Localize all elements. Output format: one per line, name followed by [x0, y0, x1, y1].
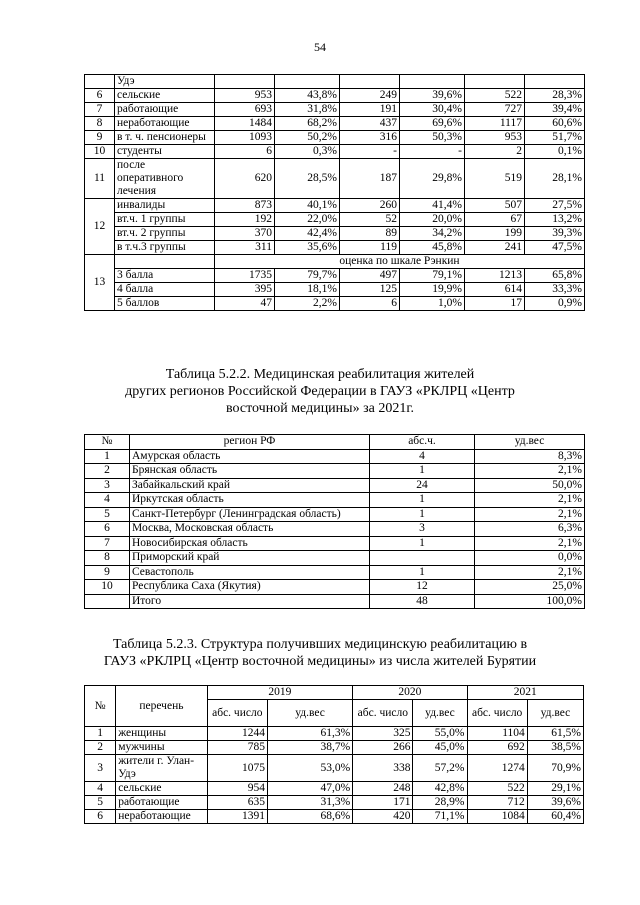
region-name: Москва, Московская область — [130, 522, 370, 537]
row-number — [85, 75, 115, 89]
value-cell: 873 — [215, 199, 275, 213]
value-cell: 39,6% — [527, 796, 583, 810]
region-name: Амурская область — [130, 449, 370, 464]
row-number: 5 — [85, 796, 116, 810]
value-cell: 1274 — [467, 755, 527, 782]
value-cell: 507 — [465, 199, 525, 213]
value-cell: 953 — [215, 89, 275, 103]
value-cell: 19,9% — [400, 283, 465, 297]
abs-count: 12 — [370, 580, 475, 595]
value-cell: 370 — [215, 227, 275, 241]
abs-count: 1 — [370, 507, 475, 522]
value-cell: 50,2% — [275, 131, 340, 145]
value-cell: 260 — [340, 199, 400, 213]
row-number: 9 — [85, 131, 115, 145]
value-cell: 692 — [467, 741, 527, 755]
region-name: Брянская область — [130, 464, 370, 479]
value-cell: 6 — [340, 297, 400, 311]
table-row — [85, 283, 585, 297]
value-cell: 60,6% — [525, 117, 585, 131]
region-name: Забайкальский край — [130, 478, 370, 493]
header-list: перечень — [116, 686, 207, 727]
value-cell: 171 — [353, 796, 413, 810]
row-label: работающие — [115, 103, 215, 117]
value-cell: 28,3% — [525, 89, 585, 103]
table-row — [85, 536, 585, 551]
value-cell: 18,1% — [275, 283, 340, 297]
table-row — [85, 782, 584, 796]
row-number: 10 — [85, 145, 115, 159]
value-cell: 311 — [215, 241, 275, 255]
value-cell — [525, 75, 585, 89]
table-row — [85, 213, 585, 227]
row-number: 1 — [85, 727, 116, 741]
row-number: 3 — [85, 478, 130, 493]
value-cell — [275, 75, 340, 89]
value-cell: 420 — [353, 810, 413, 824]
share-value: 0,0% — [475, 551, 585, 566]
header-abs: абс.ч. — [370, 435, 475, 450]
row-label: 3 балла — [115, 269, 215, 283]
value-cell: 1244 — [207, 727, 267, 741]
value-cell: 0,1% — [525, 145, 585, 159]
row-number: 8 — [85, 551, 130, 566]
table-row — [85, 522, 585, 537]
row-number: 6 — [85, 810, 116, 824]
abs-count: 1 — [370, 493, 475, 508]
row-number: 12 — [85, 199, 115, 255]
value-cell: 266 — [353, 741, 413, 755]
row-number: 13 — [85, 255, 115, 311]
value-cell: 693 — [215, 103, 275, 117]
value-cell: 41,4% — [400, 199, 465, 213]
row-number: 11 — [85, 159, 115, 199]
region-name: Санкт-Петербург (Ленинградская область) — [130, 507, 370, 522]
value-cell: 395 — [215, 283, 275, 297]
row-label: мужчины — [116, 741, 207, 755]
table-row — [85, 580, 585, 595]
table-row — [85, 741, 584, 755]
value-cell: 125 — [340, 283, 400, 297]
share-value: 25,0% — [475, 580, 585, 595]
value-cell: 785 — [207, 741, 267, 755]
value-cell: 497 — [340, 269, 400, 283]
value-cell: 57,2% — [413, 755, 467, 782]
value-cell: 191 — [340, 103, 400, 117]
empty-cell — [115, 255, 215, 269]
value-cell: 45,8% — [400, 241, 465, 255]
value-cell: 199 — [465, 227, 525, 241]
header-year-2020: 2020 — [353, 686, 467, 700]
row-label: студенты — [115, 145, 215, 159]
table-row — [85, 75, 585, 89]
region-name: Республика Саха (Якутия) — [130, 580, 370, 595]
value-cell: 954 — [207, 782, 267, 796]
value-cell: 65,8% — [525, 269, 585, 283]
abs-count — [370, 551, 475, 566]
table-row — [85, 159, 585, 199]
abs-count: 1 — [370, 565, 475, 580]
table-5-2-3-caption — [0, 636, 640, 670]
header-abs: абс. число — [353, 700, 413, 727]
value-cell: 0,9% — [525, 297, 585, 311]
table-row — [85, 507, 585, 522]
share-value: 2,1% — [475, 536, 585, 551]
value-cell: 42,4% — [275, 227, 340, 241]
value-cell — [400, 75, 465, 89]
value-cell: 519 — [465, 159, 525, 199]
value-cell: 1104 — [467, 727, 527, 741]
table-row — [85, 565, 585, 580]
caption-line: восточной медицины» за 2021г. — [226, 401, 414, 416]
value-cell: - — [400, 145, 465, 159]
caption-line: ГАУЗ «РКЛРЦ «Центр восточной медицины» из числа жителей Бурятии — [103, 654, 537, 669]
row-label: вт.ч. 2 группы — [115, 227, 215, 241]
table-row — [85, 199, 585, 213]
abs-count: 48 — [370, 594, 475, 609]
value-cell: 79,7% — [275, 269, 340, 283]
header-year-2021: 2021 — [467, 686, 584, 700]
value-cell: 42,8% — [413, 782, 467, 796]
value-cell: 1117 — [465, 117, 525, 131]
header-abs: абс. число — [207, 700, 267, 727]
value-cell: 38,7% — [267, 741, 352, 755]
value-cell: 47,0% — [267, 782, 352, 796]
abs-count: 1 — [370, 464, 475, 479]
value-cell: 13,2% — [525, 213, 585, 227]
row-label: сельские — [115, 89, 215, 103]
table-row — [85, 594, 585, 609]
table-row — [85, 145, 585, 159]
value-cell: 69,6% — [400, 117, 465, 131]
row-label: вт.ч. 1 группы — [115, 213, 215, 227]
row-label: неработающие — [115, 117, 215, 131]
value-cell: 68,2% — [275, 117, 340, 131]
value-cell: 338 — [353, 755, 413, 782]
value-cell: 61,5% — [527, 727, 583, 741]
table-row — [85, 103, 585, 117]
value-cell — [465, 75, 525, 89]
value-cell: 17 — [465, 297, 525, 311]
value-cell: 50,3% — [400, 131, 465, 145]
value-cell: 28,9% — [413, 796, 467, 810]
value-cell: 325 — [353, 727, 413, 741]
region-name: Итого — [130, 594, 370, 609]
row-label: в т.ч.3 группы — [115, 241, 215, 255]
row-number: 6 — [85, 89, 115, 103]
share-value: 2,1% — [475, 493, 585, 508]
value-cell: 1484 — [215, 117, 275, 131]
row-number: 4 — [85, 493, 130, 508]
value-cell: 1093 — [215, 131, 275, 145]
value-cell: 119 — [340, 241, 400, 255]
continued-statistics-table — [84, 74, 585, 311]
value-cell: 51,7% — [525, 131, 585, 145]
value-cell: 192 — [215, 213, 275, 227]
row-number: 5 — [85, 507, 130, 522]
value-cell: 1735 — [215, 269, 275, 283]
value-cell: 45,0% — [413, 741, 467, 755]
row-number: 7 — [85, 103, 115, 117]
value-cell: 437 — [340, 117, 400, 131]
value-cell: 522 — [465, 89, 525, 103]
row-label: сельские — [116, 782, 207, 796]
table-5-2-2-caption — [0, 366, 640, 417]
table-row — [85, 755, 584, 782]
value-cell: 52 — [340, 213, 400, 227]
header-share: уд.вес — [413, 700, 467, 727]
value-cell: 28,5% — [275, 159, 340, 199]
value-cell: 60,4% — [527, 810, 583, 824]
value-cell: 249 — [340, 89, 400, 103]
value-cell: 39,4% — [525, 103, 585, 117]
row-label: женщины — [116, 727, 207, 741]
value-cell: 34,2% — [400, 227, 465, 241]
table-row — [85, 131, 585, 145]
table-row — [85, 297, 585, 311]
value-cell: 2,2% — [275, 297, 340, 311]
share-value: 50,0% — [475, 478, 585, 493]
row-label: Удэ — [115, 75, 215, 89]
value-cell: 614 — [465, 283, 525, 297]
value-cell: 53,0% — [267, 755, 352, 782]
value-cell: 241 — [465, 241, 525, 255]
value-cell: 635 — [207, 796, 267, 810]
regions-table — [84, 434, 585, 609]
value-cell: 71,1% — [413, 810, 467, 824]
value-cell: 61,3% — [267, 727, 352, 741]
share-value: 6,3% — [475, 522, 585, 537]
table-row — [85, 89, 585, 103]
value-cell: 620 — [215, 159, 275, 199]
value-cell: 38,5% — [527, 741, 583, 755]
table-row — [85, 227, 585, 241]
value-cell: 2 — [465, 145, 525, 159]
row-number: 4 — [85, 782, 116, 796]
value-cell: 1391 — [207, 810, 267, 824]
value-cell: 28,1% — [525, 159, 585, 199]
row-label: после оперативного лечения — [115, 159, 215, 199]
value-cell: 522 — [467, 782, 527, 796]
value-cell: 29,8% — [400, 159, 465, 199]
value-cell: 1213 — [465, 269, 525, 283]
table-header-row — [85, 435, 585, 450]
value-cell — [340, 75, 400, 89]
row-label: жители г. Улан-Удэ — [116, 755, 207, 782]
value-cell: 89 — [340, 227, 400, 241]
row-label: в т. ч. пенсионеры — [115, 131, 215, 145]
value-cell: 0,3% — [275, 145, 340, 159]
row-number: 2 — [85, 464, 130, 479]
row-number: 7 — [85, 536, 130, 551]
share-value: 2,1% — [475, 565, 585, 580]
table-row — [85, 493, 585, 508]
table-row — [85, 796, 584, 810]
value-cell: 31,3% — [267, 796, 352, 810]
table-row — [85, 449, 585, 464]
value-cell: 40,1% — [275, 199, 340, 213]
table-row — [85, 269, 585, 283]
table-row — [85, 478, 585, 493]
caption-line: других регионов Российской Федерации в ГАУЗ «РКЛРЦ «Центр — [125, 384, 515, 399]
header-share: уд.вес — [267, 700, 352, 727]
header-share: уд.вес — [475, 435, 585, 450]
caption-line: Таблица 5.2.3. Структура получивших медицинскую реабилитацию в — [112, 637, 528, 652]
abs-count: 1 — [370, 536, 475, 551]
share-value: 100,0% — [475, 594, 585, 609]
region-name: Иркутская область — [130, 493, 370, 508]
value-cell: 1,0% — [400, 297, 465, 311]
header-num: № — [85, 686, 116, 727]
row-label: работающие — [116, 796, 207, 810]
value-cell: 27,5% — [525, 199, 585, 213]
share-value: 2,1% — [475, 464, 585, 479]
caption-line: Таблица 5.2.2. Медицинская реабилитация жителей — [165, 367, 475, 382]
value-cell: 31,8% — [275, 103, 340, 117]
abs-count: 4 — [370, 449, 475, 464]
value-cell: 712 — [467, 796, 527, 810]
abs-count: 3 — [370, 522, 475, 537]
buryatia-structure-table — [84, 685, 584, 824]
value-cell: 30,4% — [400, 103, 465, 117]
value-cell: - — [340, 145, 400, 159]
value-cell: 67 — [465, 213, 525, 227]
value-cell: 187 — [340, 159, 400, 199]
value-cell: 68,6% — [267, 810, 352, 824]
value-cell: 43,8% — [275, 89, 340, 103]
table-row — [85, 464, 585, 479]
table-row — [85, 117, 585, 131]
value-cell: 22,0% — [275, 213, 340, 227]
value-cell: 33,3% — [525, 283, 585, 297]
table-header-row — [85, 686, 584, 700]
row-number: 8 — [85, 117, 115, 131]
value-cell: 35,6% — [275, 241, 340, 255]
value-cell: 1075 — [207, 755, 267, 782]
table-row — [85, 727, 584, 741]
header-share: уд.вес — [527, 700, 583, 727]
row-label: неработающие — [116, 810, 207, 824]
value-cell: 1084 — [467, 810, 527, 824]
table-row — [85, 810, 584, 824]
value-cell: 727 — [465, 103, 525, 117]
row-number: 10 — [85, 580, 130, 595]
row-number: 6 — [85, 522, 130, 537]
header-abs: абс. число — [467, 700, 527, 727]
region-name: Севастополь — [130, 565, 370, 580]
row-number — [85, 594, 130, 609]
abs-count: 24 — [370, 478, 475, 493]
value-cell: 248 — [353, 782, 413, 796]
value-cell: 47 — [215, 297, 275, 311]
table-row — [85, 551, 585, 566]
row-label: инвалиды — [115, 199, 215, 213]
value-cell: 953 — [465, 131, 525, 145]
value-cell: 47,5% — [525, 241, 585, 255]
header-region: регион РФ — [130, 435, 370, 450]
header-year-2019: 2019 — [207, 686, 353, 700]
value-cell: 316 — [340, 131, 400, 145]
row-number: 9 — [85, 565, 130, 580]
page-number: 54 — [314, 40, 326, 54]
value-cell: 39,6% — [400, 89, 465, 103]
region-name: Новосибирская область — [130, 536, 370, 551]
value-cell: 70,9% — [527, 755, 583, 782]
value-cell — [215, 75, 275, 89]
row-label: 4 балла — [115, 283, 215, 297]
row-number: 1 — [85, 449, 130, 464]
value-cell: 29,1% — [527, 782, 583, 796]
table-row — [85, 241, 585, 255]
value-cell: 39,3% — [525, 227, 585, 241]
header-num: № — [85, 435, 130, 450]
share-value: 8,3% — [475, 449, 585, 464]
row-label: 5 баллов — [115, 297, 215, 311]
row-number: 3 — [85, 755, 116, 782]
value-cell: 6 — [215, 145, 275, 159]
group-header: оценка по шкале Рэнкин — [215, 255, 585, 269]
table-row — [85, 255, 585, 269]
value-cell: 20,0% — [400, 213, 465, 227]
value-cell: 79,1% — [400, 269, 465, 283]
row-number: 2 — [85, 741, 116, 755]
value-cell: 55,0% — [413, 727, 467, 741]
region-name: Приморский край — [130, 551, 370, 566]
share-value: 2,1% — [475, 507, 585, 522]
